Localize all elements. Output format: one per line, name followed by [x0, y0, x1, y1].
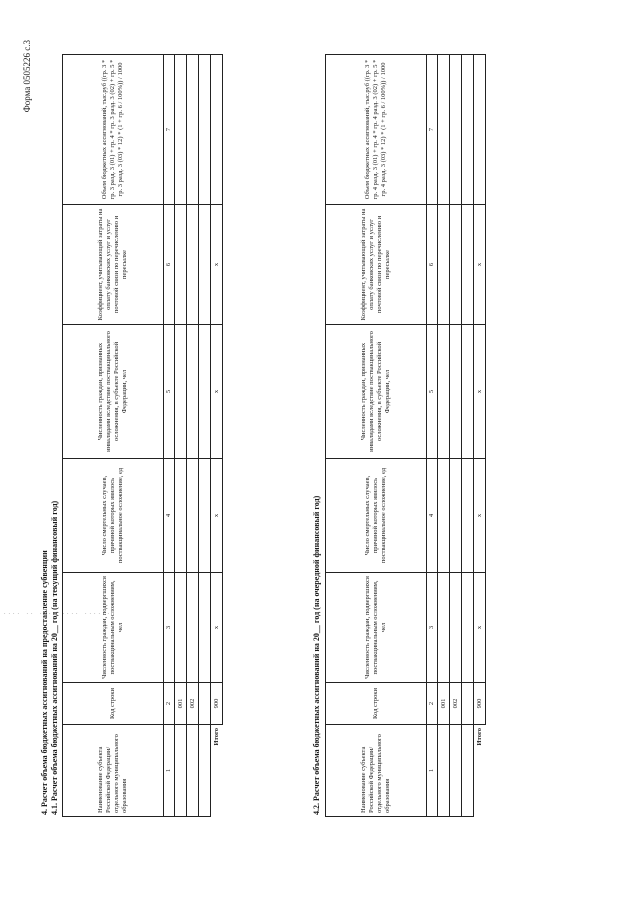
col-number: 5 — [164, 325, 175, 459]
subsection-2-title: 4.2. Расчет объема бюджетных ассигнований на 20__ год (на очередной финансовый год) — [312, 495, 321, 815]
col-number: 3 — [164, 573, 175, 683]
cell-empty[interactable] — [187, 55, 199, 205]
col-header-subject-name: Наименование субъекта Российской Федерации/ отдельного муниципального образования — [63, 725, 164, 817]
col-number: 1 — [427, 725, 438, 817]
cell-empty[interactable] — [438, 725, 450, 817]
cell-empty[interactable] — [175, 459, 187, 573]
section-heading: 4. Расчет объема бюджетных ассигнований на предоставление субвенции — [40, 550, 49, 815]
cell-empty[interactable] — [462, 325, 474, 459]
total-row — [211, 55, 223, 817]
cell-empty[interactable] — [462, 683, 474, 725]
cell-empty[interactable] — [187, 573, 199, 683]
col-header-disabled-citizens: Численность граждан, признанных инвалидами вследствие поствакцинального осложнения, в субъекте Российской Федерации, чел — [63, 325, 164, 459]
col-number: 3 — [427, 573, 438, 683]
cell-empty[interactable] — [187, 725, 199, 817]
cell-empty[interactable] — [462, 55, 474, 205]
total-code: 900 — [211, 683, 223, 725]
cell-empty[interactable] — [187, 459, 199, 573]
col-header-allocation-volume: Объем бюджетных ассигнований, тыс.руб ((гр. 3 * гр. 3 разд. 3 (01) + гр. 4 * гр. 3 разд. 3 (02) + гр. 5 * гр. 3 разд. 3 (03) * 12) * (1 + гр. 6 / 100%)) / 1000 — [63, 55, 164, 205]
col-number: 6 — [427, 205, 438, 325]
allocation-table-current-year — [62, 54, 223, 817]
cell-empty[interactable] — [199, 459, 211, 573]
col-number: 7 — [427, 55, 438, 205]
cell-empty[interactable] — [175, 573, 187, 683]
cell-empty[interactable] — [438, 205, 450, 325]
total-row — [474, 55, 486, 817]
col-header-fatal-cases: Число смертельных случаев, причиной которых явилось поствакцинальное осложнение, ед — [326, 459, 427, 573]
col-number: 6 — [164, 205, 175, 325]
col-header-fatal-cases: Число смертельных случаев, причиной которых явилось поствакцинальное осложнение, ед — [63, 459, 164, 573]
cell-empty[interactable] — [462, 725, 474, 817]
form-id: Форма 0505226 с.3 — [22, 40, 32, 113]
col-header-line-code: Код строки — [63, 683, 164, 725]
total-mark: x — [474, 459, 486, 573]
cell-empty[interactable] — [438, 459, 450, 573]
cell-empty[interactable] — [438, 325, 450, 459]
total-mark: x — [474, 573, 486, 683]
cell-empty[interactable] — [462, 205, 474, 325]
cell-total-value[interactable] — [474, 55, 486, 205]
cell-empty[interactable] — [175, 205, 187, 325]
cell-empty[interactable] — [199, 725, 211, 817]
cell-empty[interactable] — [199, 325, 211, 459]
col-number: 5 — [427, 325, 438, 459]
col-number: 2 — [164, 683, 175, 725]
cell-empty[interactable] — [199, 55, 211, 205]
col-header-line-code: Код строки — [326, 683, 427, 725]
subsection-1-title: 4.1. Расчет объема бюджетных ассигнований на 20__ год (на текущий финансовый год) — [50, 500, 59, 815]
col-header-disabled-citizens: Численность граждан, признанных инвалидами вследствие поствакцинального осложнения, в субъекте Российской Федерации, чел — [326, 325, 427, 459]
scan-artifact-marks: .... .. .... .... ...... — [4, 610, 112, 616]
total-mark: x — [211, 459, 223, 573]
row-code: 002 — [187, 683, 199, 725]
total-code: 900 — [474, 683, 486, 725]
col-number: 4 — [427, 459, 438, 573]
table-row — [175, 55, 187, 817]
table-row — [450, 55, 462, 817]
col-header-subject-name: Наименование субъекта Российской Федерации/ отдельного муниципального образования — [326, 725, 427, 817]
column-numbers-row — [164, 55, 175, 817]
row-code: 002 — [450, 683, 462, 725]
cell-empty[interactable] — [450, 55, 462, 205]
cell-empty[interactable] — [450, 325, 462, 459]
cell-empty[interactable] — [462, 459, 474, 573]
col-number: 4 — [164, 459, 175, 573]
cell-empty[interactable] — [175, 325, 187, 459]
total-mark: x — [474, 325, 486, 459]
table-row — [438, 55, 450, 817]
table-row — [187, 55, 199, 817]
cell-empty[interactable] — [199, 205, 211, 325]
column-numbers-row — [427, 55, 438, 817]
cell-empty[interactable] — [187, 325, 199, 459]
cell-empty[interactable] — [450, 573, 462, 683]
cell-empty[interactable] — [462, 573, 474, 683]
table-row — [199, 55, 211, 817]
table-row — [462, 55, 474, 817]
cell-empty[interactable] — [438, 55, 450, 205]
cell-empty[interactable] — [450, 725, 462, 817]
col-number: 2 — [427, 683, 438, 725]
cell-empty[interactable] — [199, 683, 211, 725]
col-number: 1 — [164, 725, 175, 817]
total-mark: x — [474, 205, 486, 325]
cell-total-value[interactable] — [211, 55, 223, 205]
col-header-coefficient: Коэффициент, учитывающий затраты на оплату банковских услуг и услуг почтовой связи по перечислению и пересылке — [63, 205, 164, 325]
cell-empty[interactable] — [175, 55, 187, 205]
row-code: 001 — [438, 683, 450, 725]
cell-empty[interactable] — [175, 725, 187, 817]
col-header-citizens-complications: Численность граждан, подвергшихся поствакцинальным осложнениям, чел — [63, 573, 164, 683]
col-header-allocation-volume: Объем бюджетных ассигнований, тыс.руб ((гр. 3 * гр. 4 разд. 3 (01) + гр. 4 * гр. 4 разд. 3 (02) + гр. 5 * гр. 4 разд. 3 (03) * 12) * (1 + гр. 6 / 100%)) / 1000 — [326, 55, 427, 205]
total-label: Итого — [475, 728, 483, 746]
total-label: Итого — [212, 728, 220, 746]
col-number: 7 — [164, 55, 175, 205]
total-mark: x — [211, 205, 223, 325]
row-code: 001 — [175, 683, 187, 725]
col-header-coefficient: Коэффициент, учитывающий затраты на оплату банковских услуг и услуг почтовой связи по перечислению и пересылке — [326, 205, 427, 325]
cell-empty[interactable] — [199, 573, 211, 683]
cell-empty[interactable] — [450, 205, 462, 325]
total-mark: x — [211, 325, 223, 459]
cell-empty[interactable] — [450, 459, 462, 573]
allocation-table-next-year — [325, 54, 486, 817]
col-header-citizens-complications: Численность граждан, подвергшихся поствакцинальным осложнениям, чел — [326, 573, 427, 683]
cell-empty[interactable] — [187, 205, 199, 325]
cell-empty[interactable] — [438, 573, 450, 683]
total-mark: x — [211, 573, 223, 683]
